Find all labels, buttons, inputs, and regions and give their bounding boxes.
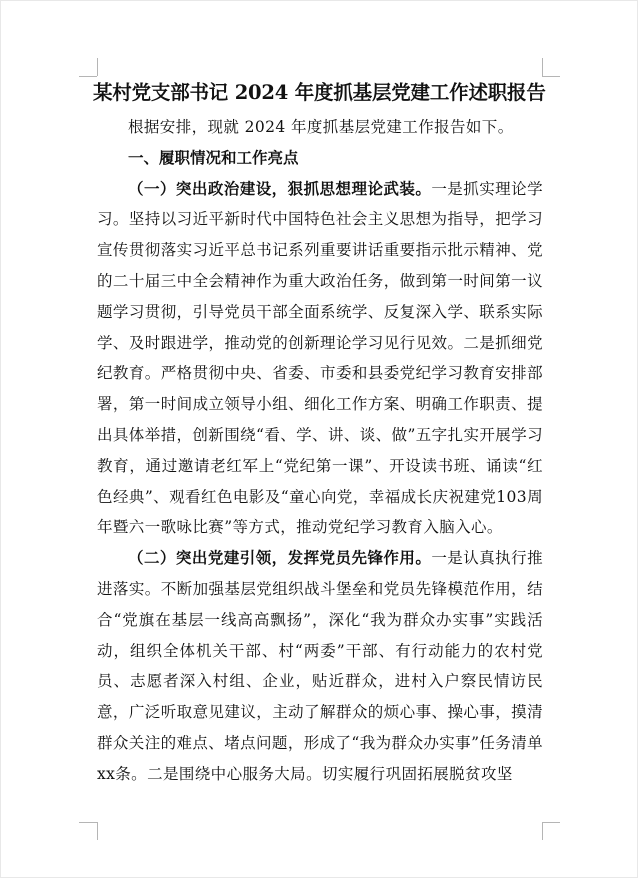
subsection-2-heading: （二）突出党建引领，发挥党员先锋作用。 [128,548,432,568]
crop-mark-bottom-left-v [97,822,98,840]
crop-mark-bottom-right-h [542,822,560,823]
crop-mark-bottom-right-v [542,822,543,840]
document-body [93,76,546,790]
crop-mark-top-right-h [542,76,560,77]
intro-paragraph: 根据安排，现就 2024 年度抓基层党建工作报告如下。 [128,118,514,136]
subsection-2-paragraph [97,543,543,789]
subsection-1-paragraph [97,174,543,544]
section-heading: 一、履职情况和工作亮点 [128,147,299,167]
subsection-1-body: 一是抓实理论学习。坚持以习近平新时代中国特色社会主义思想为指导，把学习宣传贯彻落实习近平总书记系列重要讲话重要指示批示精神、党的二十届三中全会精神作为重大政治任务，做到第一时间第一议题学习贯彻，引导党员干部全面系统学、反复深入学、联系实际学、及时跟进学，推动党的创新理论学习见行见效。二是抓细党纪教育。严格贯彻中央、省委、市委和县委党纪学习教育安排部署，第一时间成立领导小组、细化工作方案、明确工作职责、提出具体举措，创新围绕“看、学、讲、谈、做”五字扎实开展学习教育，通过邀请老红军上“党纪第一课”、开设读书班、诵读“红色经典”、观看红色电影及“童心向党，幸福成长庆祝建党103周年暨六一歌咏比赛”等方式，推动党纪学习教育入脑入心。 [97,179,543,537]
subsection-2-body: 一是认真执行推进落实。不断加强基层党组织战斗堡垒和党员先锋模范作用，结合“党旗在基层一线高高飘扬”，深化“我为群众办实事”实践活动，组织全体机关干部、村“两委”干部、有行动能力的农村党员、志愿者深入村组、企业，贴近群众，进村入户察民情访民意，广泛听取意见建议，主动了解群众的烦心事、操心事，摸清群众关注的难点、堵点问题，形成了“我为群众办实事”任务清单xx条。二是围绕中心服务大局。切实履行巩固拓展脱贫攻坚 [97,549,543,783]
crop-mark-top-right-v [542,58,543,76]
subsection-1-heading: （一）突出政治建设，狠抓思想理论武装。 [128,178,432,198]
crop-mark-top-left-v [97,58,98,76]
crop-mark-bottom-left-h [79,822,97,823]
document-title: 某村党支部书记 2024 年度抓基层党建工作述职报告 [93,81,546,104]
